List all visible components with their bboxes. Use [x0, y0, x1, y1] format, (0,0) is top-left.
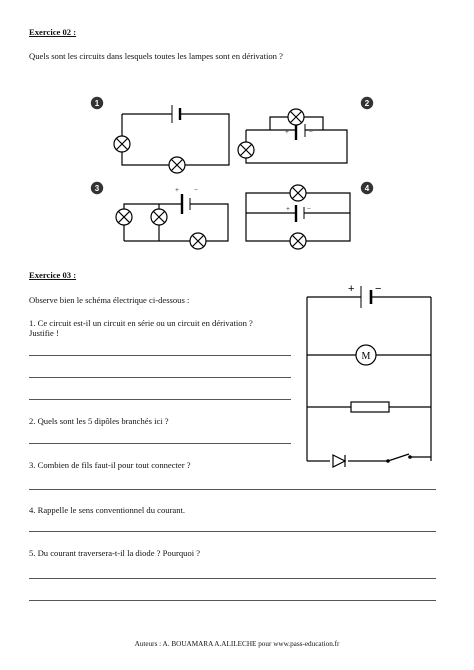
- question-1-line-1: 1. Ce circuit est-il un circuit en série ou un circuit en dérivation ?: [29, 318, 253, 328]
- switch-contact: [408, 455, 412, 459]
- question-1-line-2: Justifie !: [29, 328, 59, 338]
- footer-pour: pour: [258, 640, 272, 648]
- motor: [356, 345, 376, 365]
- svg-text:−: −: [194, 186, 198, 194]
- svg-text:+: +: [286, 205, 290, 213]
- svg-text:+: +: [175, 186, 179, 194]
- question-4: 4. Rappelle le sens conventionnel du courant.: [29, 505, 186, 515]
- footer-site[interactable]: www.pass-education.fr: [273, 640, 340, 648]
- plus-sign: +: [348, 283, 355, 295]
- minus-sign: −: [375, 283, 382, 295]
- svg-text:3: 3: [94, 184, 100, 193]
- footer-authors: Auteurs : A. BOUAMARA A.ALILECHE: [134, 640, 257, 648]
- question-5: 5. Du courant traversera-t-il la diode ? Pourquoi ?: [29, 548, 201, 558]
- svg-text:4: 4: [364, 184, 370, 193]
- exercise-02-title: Exercice 02 :: [29, 27, 77, 37]
- svg-text:−: −: [307, 205, 311, 213]
- svg-text:M: M: [361, 351, 371, 362]
- svg-text:2: 2: [364, 99, 370, 108]
- svg-text:1: 1: [94, 99, 100, 108]
- svg-text:−: −: [309, 128, 313, 136]
- svg-text:+: +: [285, 128, 289, 136]
- footer: [0, 640, 474, 648]
- exercise-03-title: Exercice 03 :: [29, 270, 77, 280]
- diode: [333, 455, 345, 467]
- exercise-02-question: Quels sont les circuits dans lesquels toutes les lampes sont en dérivation ?: [29, 51, 283, 61]
- exercise-03-intro: Observe bien le schéma électrique ci-dessous :: [29, 295, 190, 305]
- question-3: 3. Combien de fils faut-il pour tout connecter ?: [29, 460, 191, 470]
- question-2: 2. Quels sont les 5 dipôles branchés ici ?: [29, 416, 169, 426]
- switch-contact: [386, 459, 390, 463]
- resistor: [351, 402, 389, 412]
